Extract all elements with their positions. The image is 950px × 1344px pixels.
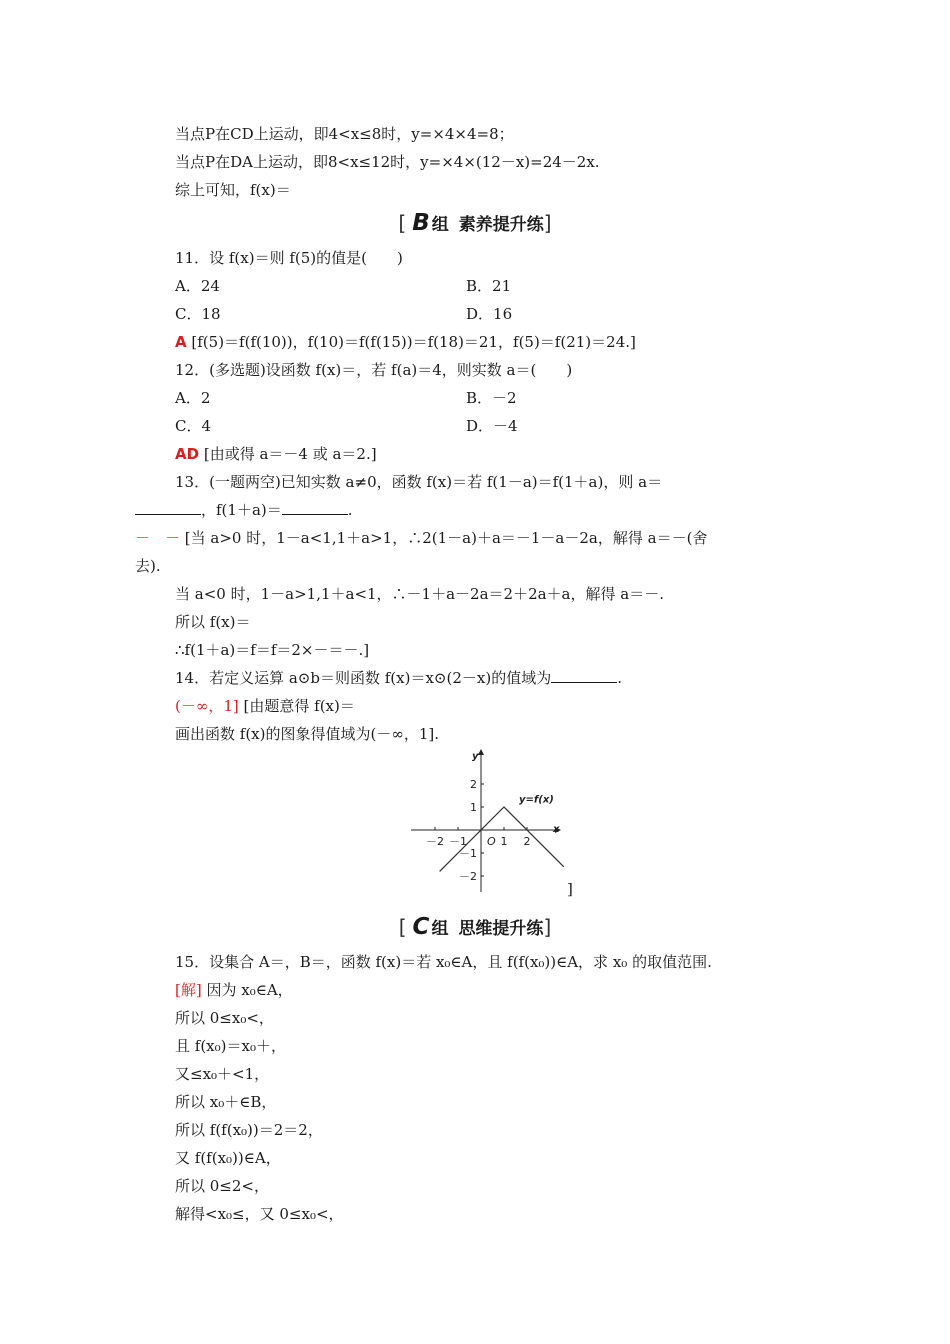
question-13-stem-cont: [135, 500, 353, 520]
series-label: y=f(x): [519, 794, 554, 806]
question-12-stem: 12．(多选题)设函数 f(x)＝，若 f(a)＝4，则实数 a＝( ): [175, 361, 573, 379]
text-line: 综上可知，f(x)＝: [175, 181, 291, 199]
answer-line: [175, 696, 355, 716]
section-heading-b: [0, 210, 950, 236]
question-15-stem: 15．设集合 A＝，B＝，函数 f(x)＝若 x₀∈A，且 f(f(x₀))∈A，求 x₀ 的取值范围.: [175, 953, 712, 971]
option: C．18: [175, 305, 221, 323]
text-line: 画出函数 f(x)的图象得值域为(－∞，1].: [175, 725, 439, 743]
solution-line: [175, 980, 293, 1000]
option: D．－4: [466, 417, 518, 435]
bracket-close: ]: [543, 211, 552, 235]
function-graph: [405, 746, 565, 896]
answer-text: [当 a>0 时，1－a<1,1＋a>1，∴2(1－a)＋a＝－1－a－2a，解得 a＝－(舍: [184, 529, 708, 547]
group-word: 组: [431, 215, 449, 235]
y-tick-label: －2: [459, 870, 477, 883]
x-axis-label: x: [553, 824, 560, 835]
option: C．4: [175, 417, 212, 435]
bracket-open: [: [398, 915, 407, 939]
section-heading-c: [0, 914, 950, 940]
question-14-stem: [175, 668, 622, 688]
group-title: 思维提升练: [458, 919, 544, 939]
solution-step: 又 f(f(x₀))∈A，: [175, 1149, 281, 1167]
answer-label: A: [175, 333, 187, 351]
answer-label: － －: [135, 529, 181, 547]
origin-label: O: [487, 835, 496, 848]
y-axis-label: y: [472, 751, 479, 762]
y-axis-arrow: [478, 749, 484, 755]
option: A．2: [175, 389, 211, 407]
solution-step: 所以 f(f(x₀))＝2＝2，: [175, 1121, 323, 1139]
solution-step: 所以 x₀＋∈B，: [175, 1093, 277, 1111]
x-tick-label: －2: [426, 835, 444, 848]
solution-text: 因为 x₀∈A，: [206, 981, 293, 999]
y-tick-label: 1: [470, 801, 477, 814]
stem-text: 14．若定义运算 a⊙b＝则函数 f(x)＝x⊙(2－x)的值域为: [175, 669, 552, 687]
fill-blank: [551, 668, 617, 683]
text-line: 当点P在DA上运动，即8<x≤12时，y=×4×(12－x)=24－2x.: [175, 153, 600, 171]
solution-step: 又≤x₀＋<1，: [175, 1065, 270, 1083]
stem-text: ，f(1＋a)＝: [201, 501, 282, 519]
solution-step: 且 f(x₀)＝x₀＋，: [175, 1037, 286, 1055]
answer-label: AD: [175, 445, 200, 463]
stem-text: .: [347, 501, 353, 519]
question-13-stem: 13．(一题两空)已知实数 a≠0，函数 f(x)＝若 f(1－a)＝f(1＋a)，则 a＝: [175, 473, 663, 491]
text-line: 所以 f(x)＝: [175, 613, 251, 631]
text-line: 去).: [135, 557, 161, 575]
x-tick-label: 2: [523, 835, 531, 848]
answer-text: [f(5)＝f(f(10))，f(10)＝f(f(15))＝f(18)＝21，f(5)＝f(21)＝24.]: [191, 333, 636, 351]
solution-step: 解得<x₀≤，又 0≤x₀<，: [175, 1205, 344, 1223]
group-word: 组: [431, 919, 449, 939]
option: B．21: [466, 277, 512, 295]
y-tick-label: －1: [459, 847, 477, 860]
answer-line: [175, 444, 377, 464]
group-title: 素养提升练: [458, 215, 544, 235]
bracket-close: ]: [567, 880, 573, 898]
option: D．16: [466, 305, 513, 323]
text-line: ∴f(1＋a)＝f＝f＝2×－＝－.]: [175, 641, 370, 659]
answer-line: [175, 332, 636, 352]
bracket-open: [: [398, 211, 407, 235]
x-tick-label: 1: [500, 835, 508, 848]
stem-text: .: [617, 669, 622, 687]
solution-step: 所以 0≤2<，: [175, 1177, 269, 1195]
bracket-close: ]: [543, 915, 552, 939]
question-11-stem: 11．设 f(x)＝则 f(5)的值是( ): [175, 249, 403, 267]
solution-step: 所以 0≤x₀<，: [175, 1009, 274, 1027]
fill-blank: [282, 500, 348, 515]
solution-label: [解]: [175, 981, 202, 999]
group-letter: C: [412, 914, 430, 940]
answer-line: [135, 528, 707, 548]
answer-text: [由或得 a＝－4 或 a＝2.]: [203, 445, 377, 463]
option: A．24: [175, 277, 220, 295]
option: B．－2: [466, 389, 517, 407]
answer-label: (－∞，1]: [175, 697, 239, 715]
answer-text: [由题意得 f(x)＝: [243, 697, 355, 715]
group-letter: B: [412, 210, 430, 236]
y-tick-label: 2: [470, 778, 477, 791]
text-line: 当点P在CD上运动，即4<x≤8时，y=×4×4=8；: [175, 125, 514, 143]
text-line: 当 a<0 时，1－a>1,1＋a<1，∴－1＋a－2a＝2＋2a＋a，解得 a＝－.: [175, 585, 664, 603]
fill-blank: [135, 500, 201, 515]
x-tick-label: －1: [449, 835, 467, 848]
